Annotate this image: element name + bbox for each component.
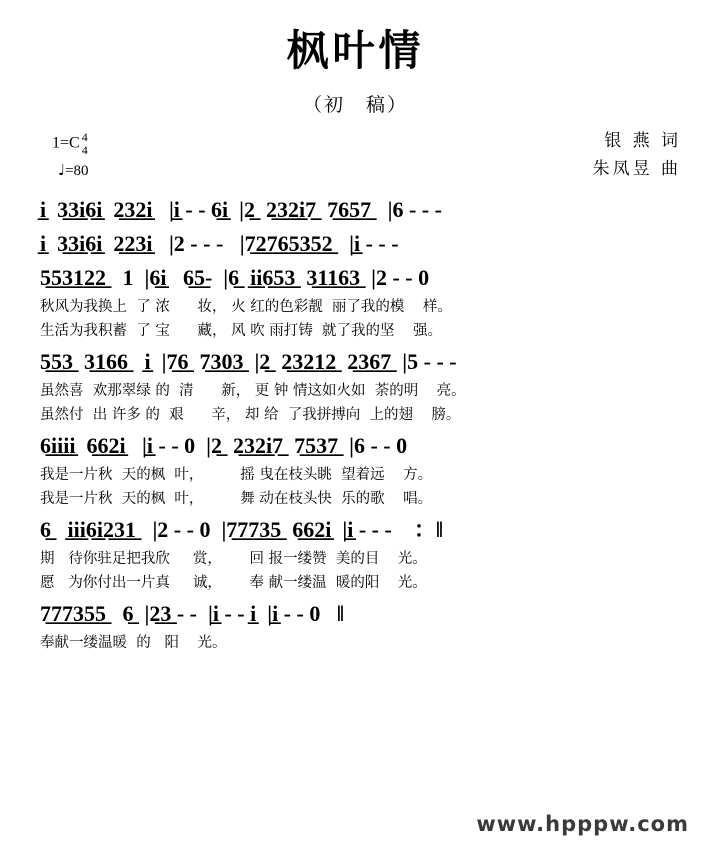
lyric-line: 秋风为我换上 了 浓 妆， 火 红的色彩靓 丽了我的模 样。	[40, 299, 452, 315]
notation-line: 6̲i̲i̲i̲i̲ 6̲6̲2̲i̲ |i̲ - - 0 |2̲ 2̲3̲2̲i̲7̲ 7̲5̲3̲7̲ |6 - - 0	[40, 433, 408, 458]
notation-line: i̲ 3̲3̲i̲6̲i̲ 2̲2̲3̲i̲ |2 - - - |7̲2̲7̲6̲5̲3̲5̲2̲ |i̲ - - -	[40, 231, 399, 256]
notation-line: 5̲5̲3̲ 3̲1̲6̲6̲ i̲ |7̲6̲ 7̲3̲0̲3̲ |2̲ 2̲3̲2̲1̲2̲ 2̲3̲6̲7̲ |5 - - -	[40, 349, 457, 374]
time-signature-top: 4	[81, 130, 88, 144]
score-metadata	[0, 123, 711, 195]
lyric-line: 愿 为你付出一片真 诚， 奉 献一缕温 暖的阳 光。	[40, 575, 427, 591]
lyric-line: 期 待你驻足把我欣 赏， 回 报一缕赞 美的目 光。	[40, 551, 427, 567]
music-system	[0, 195, 711, 225]
notation-line: 7̲7̲7̲3̲5̲5̲ 6̲ |2̲3̲ - - |i̲ - - i̲ |i̲ - - 0 ‖	[40, 601, 344, 626]
composer-credit: 朱凤昱 曲	[592, 159, 681, 179]
music-system	[0, 515, 711, 595]
watermark: www.hpppw.com	[476, 812, 689, 836]
notation-line: 5̲5̲3̲1̲2̲2̲ 1 |6̲i̲ 6̲5̲- |6̲ i̲i̲6̲5̲3̲ 3̲1̲1̲6̲3̲ |2 - - 0	[40, 265, 430, 290]
quarter-note-icon: ♩	[58, 161, 66, 179]
lyric-line: 我是一片秋 天的枫 叶， 摇 曳在枝头眺 望着远 方。	[40, 467, 433, 483]
time-signature-bottom: 4	[81, 142, 88, 157]
time-signature	[82, 131, 88, 156]
music-system	[0, 263, 711, 343]
music-system	[0, 347, 711, 427]
lyric-line: 奉献一缕温暖 的 阳 光。	[40, 635, 227, 651]
lyric-line: 虽然喜 欢那翠绿 的 清 新， 更 钟 情这如火如 荼的明 亮。	[40, 383, 466, 399]
music-system	[0, 431, 711, 511]
sheet-music-page	[0, 18, 711, 850]
music-system	[0, 229, 711, 259]
lyricist-credit: 银 燕 词	[604, 131, 681, 151]
page-subtitle: （初 稿）	[302, 94, 408, 116]
credits	[593, 127, 681, 183]
tempo-value: =80	[65, 163, 89, 179]
lyric-line: 生活为我积蓄 了 宝 藏， 风 吹 雨打铸 就了我的坚 强。	[40, 323, 442, 339]
lyric-line: 虽然付 出 许多 的 艰 辛， 却 给 了我拼搏向 上的翅 膀。	[40, 407, 461, 423]
music-system	[0, 599, 711, 655]
key-signature	[52, 131, 88, 156]
notation-line: i̲ 3̲3̲i̲6̲i̲ 2̲3̲2̲i̲ |i̲ - - 6̲i̲ |2̲ 2̲3̲2̲i̲7̲ 7̲6̲5̲7̲ |6 - - -	[40, 197, 442, 222]
notation-line: 6̲ i̲i̲i̲6̲i̲2̲3̲1̲ |2 - - 0 |7̲7̲7̲3̲5̲ 6̲6̲2̲i̲ |i̲ - - - ：‖	[40, 517, 443, 542]
tempo-marking	[58, 161, 89, 180]
page-title: 枫叶情	[286, 26, 425, 75]
key-signature-label: 1=C	[52, 134, 80, 152]
lyric-line: 我是一片秋 天的枫 叶， 舞 动在枝头快 乐的歌 唱。	[40, 491, 433, 507]
